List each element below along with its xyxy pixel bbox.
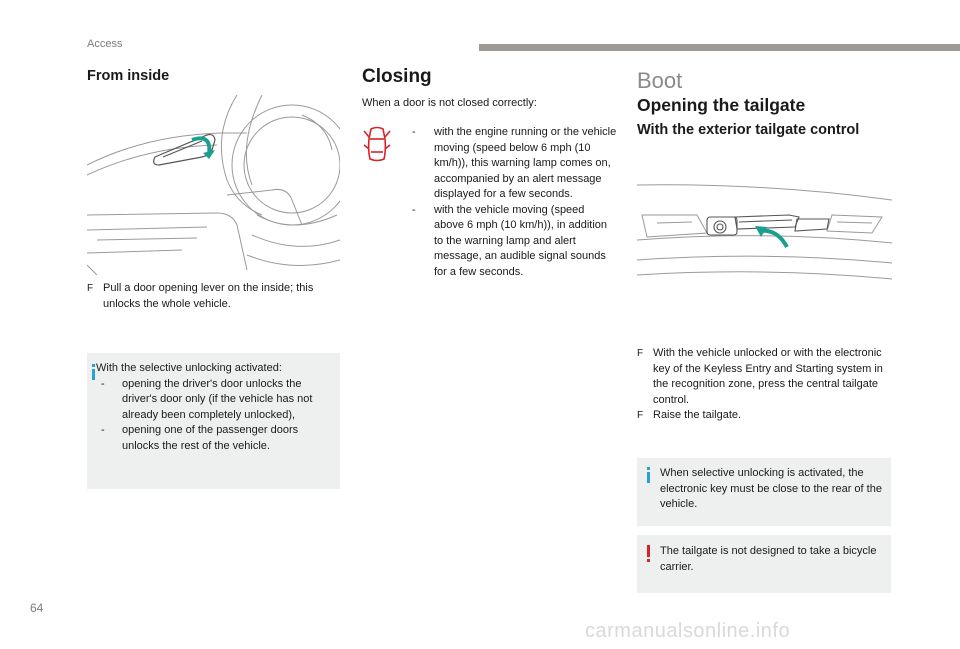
closing-list [412,125,617,280]
selective-unlocking-key-info-box [637,458,891,526]
info-icon [92,369,95,380]
closing-item-text: with the engine running or the vehicle moving (speed below 6 mph (10 km/h)), this warning lamp comes on, accompanied by an alert message displayed for a few seconds. [434,126,617,200]
info-item-2 [96,423,338,454]
info-item-text: opening one of the passenger doors unlocks the rest of the vehicle. [122,424,299,452]
from-inside-bullet [87,281,340,312]
tailgate-steps [637,346,891,424]
opening-tailgate-heading: Opening the tailgate [637,95,806,115]
bullet-text: Pull a door opening lever on the inside; this unlocks the whole vehicle. [103,282,314,310]
boot-title: Boot [637,68,683,93]
header-bar [479,44,960,51]
door-interior-illustration [87,95,340,275]
bullet-mark: F [637,410,644,421]
tailgate-control-illustration [637,175,892,280]
info-lead: With the selective unlocking activated: [96,362,282,374]
closing-intro: When a door is not closed correctly: [362,97,537,109]
dash-mark: - [101,424,105,436]
tailgate-step-2 [637,408,891,424]
dash-mark: - [412,203,416,216]
watermark: carmanualsonline.info [585,620,791,642]
info-icon [647,472,650,483]
step-text: Raise the tailgate. [653,409,742,421]
closing-item-text: with the vehicle moving (speed above 6 mph (10 km/h)), in addition to the warning lamp and alert message, an audible signal sounds for a few seconds. [434,203,608,278]
info-text: When selective unlocking is activated, the electronic key must be close to the rear of the vehicle. [660,467,882,510]
warning-text: The tailgate is not designed to take a bicycle carrier. [660,545,877,573]
door-open-warning-icon [363,125,391,165]
bullet-mark: F [637,348,644,359]
section-label: Access [87,38,123,50]
exterior-control-heading: With the exterior tailgate control [637,122,860,138]
dash-mark: - [412,126,416,138]
dash-mark: - [101,377,105,390]
from-inside-heading: From inside [87,68,170,84]
bullet-mark: F [87,283,94,294]
warning-icon [647,545,650,557]
info-item-1 [96,377,338,424]
bicycle-carrier-warning-box [637,535,891,593]
closing-item-2 [412,203,617,281]
tailgate-step-1 [637,346,891,408]
step-text: With the vehicle unlocked or with the electronic key of the Keyless Entry and Starting system in the recognition zone, press the central tailgate control. [653,347,883,406]
closing-item-1 [412,125,617,203]
selective-unlocking-info-box [87,353,340,489]
closing-heading: Closing [362,66,432,87]
info-item-text: opening the driver's door unlocks the driver's door only (if the vehicle has not already been completely unlocked), [122,377,313,421]
page-number: 64 [30,601,44,615]
